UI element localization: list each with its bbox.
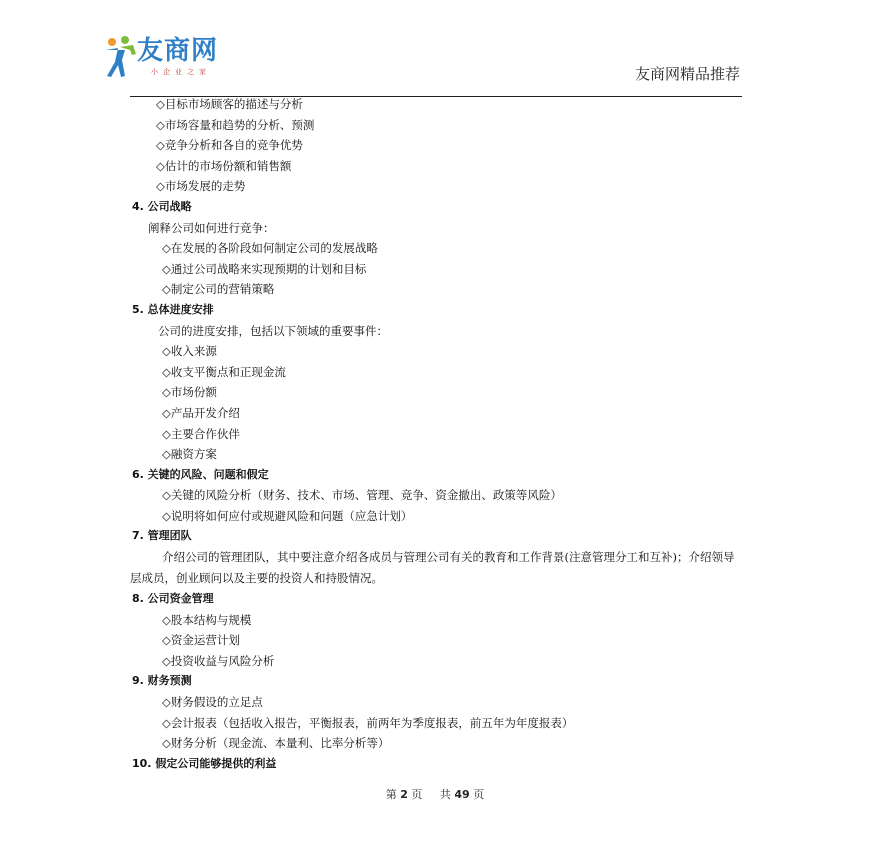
list-item: ◇在发展的各阶段如何制定公司的发展战略 <box>162 241 378 256</box>
section-heading-9: 9. 财务预测 <box>132 674 192 688</box>
page-footer <box>0 786 870 802</box>
list-item: ◇市场容量和趋势的分析、预测 <box>156 117 315 132</box>
list-item: ◇竞争分析和各自的竞争优势 <box>156 138 303 153</box>
section-heading-10: 10. 假定公司能够提供的利益 <box>132 756 277 770</box>
page-number: 2 <box>400 788 408 801</box>
page-unit: 页 <box>411 788 423 801</box>
list-item: ◇股本结构与规模 <box>162 612 252 627</box>
total-unit: 页 <box>473 788 485 801</box>
logo-subtitle: 小企业之家 <box>151 68 211 76</box>
total-label: 共 <box>439 788 451 801</box>
list-item: ◇目标市场顾客的描述与分析 <box>156 97 303 111</box>
list-item: ◇制定公司的营销策略 <box>162 282 275 297</box>
list-item: ◇主要合作伙伴 <box>162 426 240 441</box>
section-intro-4: 阐释公司如何进行竞争： <box>148 220 275 235</box>
list-item: ◇收支平衡点和正现金流 <box>162 364 286 379</box>
list-item: ◇资金运营计划 <box>162 633 240 648</box>
section-paragraph-7: 介绍公司的管理团队，其中要注意介绍各成员与管理公司有关的教育和工作背景(注意管理分工和互补)；介绍领导层成员，创业顾问以及主要的投资人和持股情况。 <box>130 550 735 586</box>
list-item: ◇财务假设的立足点 <box>162 695 263 710</box>
list-item: ◇产品开发介绍 <box>162 405 240 420</box>
total-pages: 49 <box>454 788 470 801</box>
list-item: ◇财务分析（现金流、本量利、比率分析等） <box>162 736 390 751</box>
section-heading-6: 6. 关键的风险、问题和假定 <box>132 467 269 481</box>
section-heading-7: 7. 管理团队 <box>132 529 192 543</box>
header-title: 友商网精品推荐 <box>634 65 740 83</box>
logo-figure-icon <box>103 34 139 80</box>
list-item: ◇会计报表（包括收入报告，平衡报表，前两年为季度报表，前五年为年度报表） <box>162 715 574 730</box>
section-heading-8: 8. 公司资金管理 <box>132 592 214 606</box>
document-body <box>130 94 742 774</box>
list-item: ◇市场发展的走势 <box>156 179 246 194</box>
list-item: ◇关键的风险分析（财务、技术、市场、管理、竞争、资金撤出、政策等风险） <box>162 488 562 503</box>
section-intro-5: 公司的进度安排，包括以下领域的重要事件： <box>158 323 388 338</box>
list-item: ◇说明将如何应付或规避风险和问题（应急计划） <box>162 508 413 523</box>
list-item: ◇市场份额 <box>162 385 217 400</box>
logo <box>103 34 278 82</box>
section-heading-5: 5. 总体进度安排 <box>132 302 214 316</box>
list-item: ◇收入来源 <box>162 344 217 359</box>
list-item: ◇融资方案 <box>162 447 217 462</box>
logo-text: 友商网 <box>137 36 219 66</box>
page-label: 第 <box>385 788 397 801</box>
section-heading-4: 4. 公司战略 <box>132 199 192 213</box>
list-item: ◇估计的市场份额和销售额 <box>156 158 292 173</box>
list-item: ◇投资收益与风险分析 <box>162 653 275 668</box>
list-item: ◇通过公司战略来实现预期的计划和目标 <box>162 261 367 276</box>
